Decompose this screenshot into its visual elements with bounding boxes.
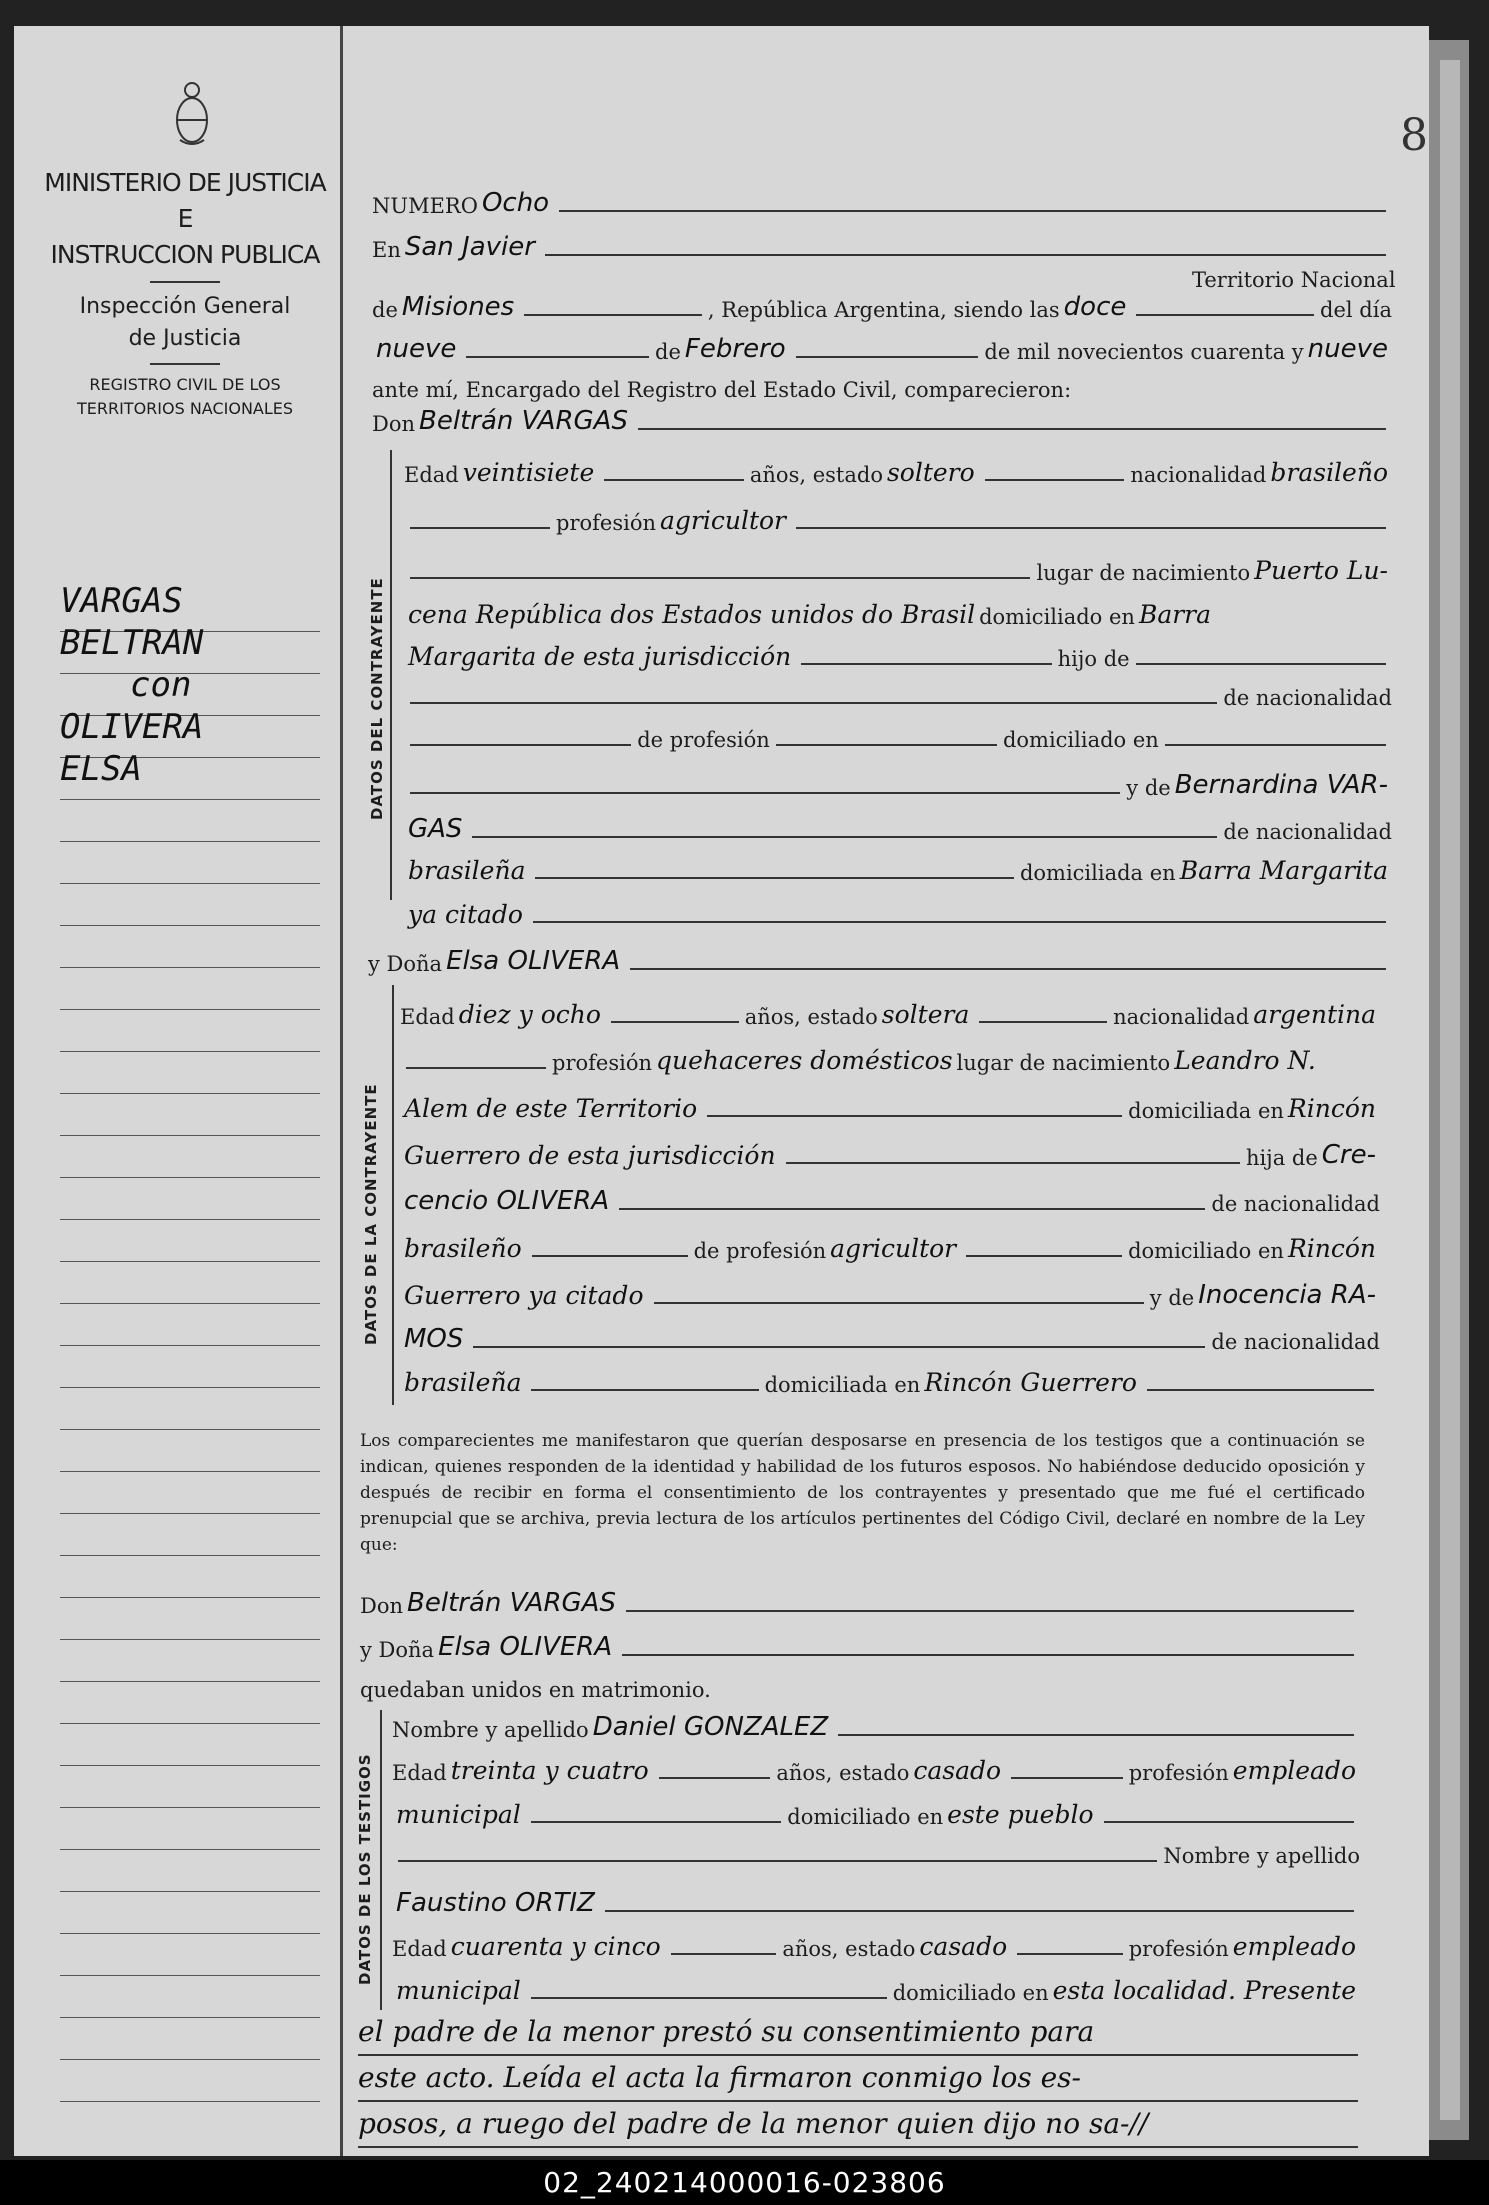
label: años, estado [782,1937,916,1961]
c2-domicilio-cont: Guerrero de esta jurisdicción [404,1141,776,1170]
closing-line: el padre de la menor prestó su consentimiento para [358,2010,1358,2056]
label: años, estado [744,1005,878,1029]
label: quedaban unidos en matrimonio. [360,1678,711,1702]
margin-note-line: OLIVERA [60,707,204,747]
label: Nombre y apellido [392,1718,589,1742]
c1-row-madre-dom [404,856,1392,885]
value-anio: nueve [1307,334,1389,364]
label-testigos: DATOS DE LOS TESTIGOS [356,1753,374,1985]
c2-edad: diez y ocho [458,1000,601,1029]
t2-profesion: empleado [1232,1932,1356,1961]
margin-note-line: VARGAS [60,581,183,621]
row-don [372,406,1392,436]
c2-profesion: quehaceres domésticos [656,1046,953,1075]
t1-row-edad [392,1756,1360,1785]
margin-note-line: ELSA [60,749,142,789]
label: Edad [392,1937,447,1961]
label: Nombre y apellido [1163,1844,1360,1868]
label: de nacionalidad [1223,820,1392,844]
t2-nombre: Faustino ORTIZ [396,1888,595,1918]
t1-edad: treinta y cuatro [450,1756,649,1785]
margin-note-line: BELTRAN [60,623,204,663]
t2-row-dom [392,1976,1360,2005]
label: de [655,340,681,364]
c2-madre-nac: brasileña [404,1368,522,1397]
c2-padre: Cre- [1321,1140,1376,1170]
label: domiciliado en [892,1981,1049,2005]
c2-domicilio: Rincón [1287,1094,1376,1123]
label: de profesión [693,1239,827,1263]
c1-madre-domicilio: Barra Margarita [1179,856,1388,885]
c2-madre-domicilio: Rincón Guerrero [924,1368,1137,1397]
c2-row-madre [400,1280,1380,1310]
label: y de [1149,1286,1195,1310]
ministry-line-3: INSTRUCCION PUBLICA [50,240,320,269]
label: y Doña [368,952,443,976]
label: ante mí, Encargado del Registro del Estado Civil, comparecieron: [372,378,1072,402]
inspeccion-line-2: de Justicia [128,326,242,351]
c1-row-lugar2 [404,600,1392,629]
label: de profesión [637,728,770,752]
c2-madre: Inocencia RA- [1198,1280,1376,1310]
label: domiciliado en [787,1805,944,1829]
c1-row-prof [404,506,1392,535]
label: de nacionalidad [1211,1330,1380,1354]
t2-row-nombre-label [392,1844,1360,1868]
label: años, estado [749,463,883,487]
c2-row-madre-dom [400,1368,1380,1397]
margin-note [60,580,330,790]
label: domiciliada en [1128,1099,1284,1123]
t1-estado: casado [913,1756,1002,1785]
label: En [372,238,401,262]
t1-profesion-cont: municipal [396,1800,521,1829]
label: hijo de [1057,647,1130,671]
c2-nacionalidad: argentina [1253,1000,1376,1029]
label: nacionalidad [1113,1005,1250,1029]
c1-estado: soltero [886,458,975,487]
c2-row-padre2 [400,1186,1380,1216]
label-contrayente: DATOS DEL CONTRAYENTE [368,577,386,820]
value-don2: Beltrán VARGAS [407,1588,616,1618]
label-contrayenta: DATOS DE LA CONTRAYENTE [362,1083,380,1345]
c1-row-padre-prof [404,728,1392,752]
closing-line: este acto. Leída el acta la firmaron conmigo los es- [358,2056,1358,2102]
c2-row-padre-prof [400,1234,1380,1263]
label: y de [1126,776,1171,800]
value-hora: doce [1063,292,1127,322]
value-dona: Elsa OLIVERA [446,946,621,976]
t2-edad: cuarenta y cinco [450,1932,661,1961]
value-numero: Ocho [481,188,550,218]
t1-nombre: Daniel GONZALEZ [592,1712,829,1742]
label: domiciliado en [1002,728,1159,752]
label: años, estado [776,1761,910,1785]
registro-line-1: REGISTRO CIVIL DE LOS [89,375,281,394]
ministry-line-1: MINISTERIO DE JUSTICIA [44,168,326,197]
value-mes: Febrero [684,334,786,364]
c2-padre-prof: agricultor [830,1234,957,1263]
label: Territorio Nacional [1192,268,1396,292]
c1-lugar-cont: cena República dos Estados unidos do Brasil [408,600,976,629]
label: profesión [1128,1761,1229,1785]
c2-padre-domicilio: Rincón [1287,1234,1377,1263]
label: NUMERO [372,194,478,218]
label: Edad [392,1761,447,1785]
c1-row-madre-dom2 [404,900,1392,929]
label: y Doña [360,1638,435,1662]
coat-of-arms-icon [172,78,212,148]
row-territorio [1192,268,1396,292]
label: profesión [556,511,656,535]
label: de mil novecientos cuarenta y [984,340,1304,364]
c1-madre-nac: brasileña [408,856,526,885]
row-unidos [360,1678,711,1702]
margin-ruled-lines [60,590,320,2120]
row-don2 [360,1588,1360,1618]
bracket-contrayente [390,450,392,900]
value-dona2: Elsa OLIVERA [438,1632,613,1662]
row-dona2 [360,1632,1360,1662]
label: Don [372,412,416,436]
closing-line: posos, a ruego del padre de la menor quien dijo no sa-// [358,2102,1358,2148]
row-numero [372,188,1392,218]
c2-madre-cont: MOS [404,1324,464,1354]
label: profesión [1128,1937,1229,1961]
label: , República Argentina, siendo las [707,298,1060,322]
value-don: Beltrán VARGAS [419,406,628,436]
row-en [372,232,1392,262]
label: lugar de nacimiento [1036,561,1251,585]
label: domiciliada en [764,1373,921,1397]
t2-row-nombre [392,1888,1360,1918]
row-provincia [372,292,1392,322]
ministry-line-2: E [177,204,193,233]
page-edge-inner [1440,60,1460,2120]
c1-lugar: Puerto Lu- [1254,556,1388,585]
c1-edad: veintisiete [462,458,595,487]
label: Edad [404,463,459,487]
c2-row-lugar2 [400,1094,1380,1123]
c2-row-edad [400,1000,1380,1029]
t1-row-dom [392,1800,1360,1829]
c1-row-dom2 [404,642,1392,671]
label: domiciliada en [1019,861,1176,885]
value-localidad: San Javier [404,232,535,262]
c1-row-edad [404,458,1392,487]
t1-domicilio: este pueblo [947,1800,1094,1829]
c1-row-lugar [404,556,1392,585]
c1-madre-domicilio-cont: ya citado [408,900,523,929]
value-provincia: Misiones [401,292,515,322]
c1-row-madre [404,770,1392,800]
t2-estado: casado [919,1932,1008,1961]
image-id-footer: 02_240214000016-023806 [0,2160,1489,2205]
value-dia: nueve [376,334,457,364]
c1-domicilio: Barra [1138,600,1212,629]
label: profesión [552,1051,652,1075]
margin-note-line: con [130,665,192,705]
bracket-contrayenta [392,985,394,1405]
c1-row-padre-nac [404,686,1392,710]
c1-row-madre2 [404,814,1392,844]
c1-madre-cont: GAS [408,814,463,844]
c1-profesion: agricultor [660,506,787,535]
c2-padre-cont: cencio OLIVERA [404,1186,610,1216]
folio-number: 8 [1400,110,1428,161]
row-fecha [372,334,1392,364]
registro-line-2: TERRITORIOS NACIONALES [76,399,294,418]
c2-row-dom2 [400,1140,1380,1170]
t2-row-edad [392,1932,1360,1961]
t2-domicilio: esta localidad. Presente [1052,1976,1356,2005]
c1-nacionalidad: brasileño [1270,458,1389,487]
c2-lugar: Leandro N. [1174,1046,1316,1075]
label: domiciliado en [1128,1239,1284,1263]
c2-estado: soltera [881,1000,970,1029]
ministry-header [40,165,330,421]
label: del día [1320,298,1392,322]
c1-domicilio-cont: Margarita de esta jurisdicción [408,642,792,671]
t1-profesion: empleado [1232,1756,1356,1785]
declaration-paragraph: Los comparecientes me manifestaron que querían desposarse en presencia de los testigos que a continuación se indican, quienes responden de la identidad y habilidad de los futuros esposos. No habiéndose deducido oposición y después de recibir en forma el consentimiento de los contrayentes y presentado que me fué el certificado prenupcial que se archiva, previa lectura de los artículos pertinentes del Código Civil, declaré en nombre de la Ley que: [360,1431,1365,1555]
label: de [372,298,398,322]
row-dona [368,946,1392,976]
c2-lugar-cont: Alem de este Territorio [404,1094,698,1123]
c1-madre: Bernardina VAR- [1174,770,1388,800]
label: de nacionalidad [1223,686,1392,710]
bracket-testigos [380,1710,382,2010]
c2-padre-domicilio-cont: Guerrero ya citado [404,1281,644,1310]
row-ante [372,378,1071,402]
inspeccion-line-1: Inspección General [79,294,291,319]
label: Don [360,1594,404,1618]
label: domiciliado en [979,605,1135,629]
label: lugar de nacimiento [956,1051,1171,1075]
c2-row-prof [400,1046,1380,1075]
c2-padre-nac: brasileño [404,1234,522,1263]
label: nacionalidad [1130,463,1267,487]
label: de nacionalidad [1211,1192,1380,1216]
label: hija de [1245,1146,1318,1170]
t2-profesion-cont: municipal [396,1976,521,2005]
label: Edad [400,1005,455,1029]
c2-row-madre2 [400,1324,1380,1354]
t1-row-nombre [392,1712,1360,1742]
